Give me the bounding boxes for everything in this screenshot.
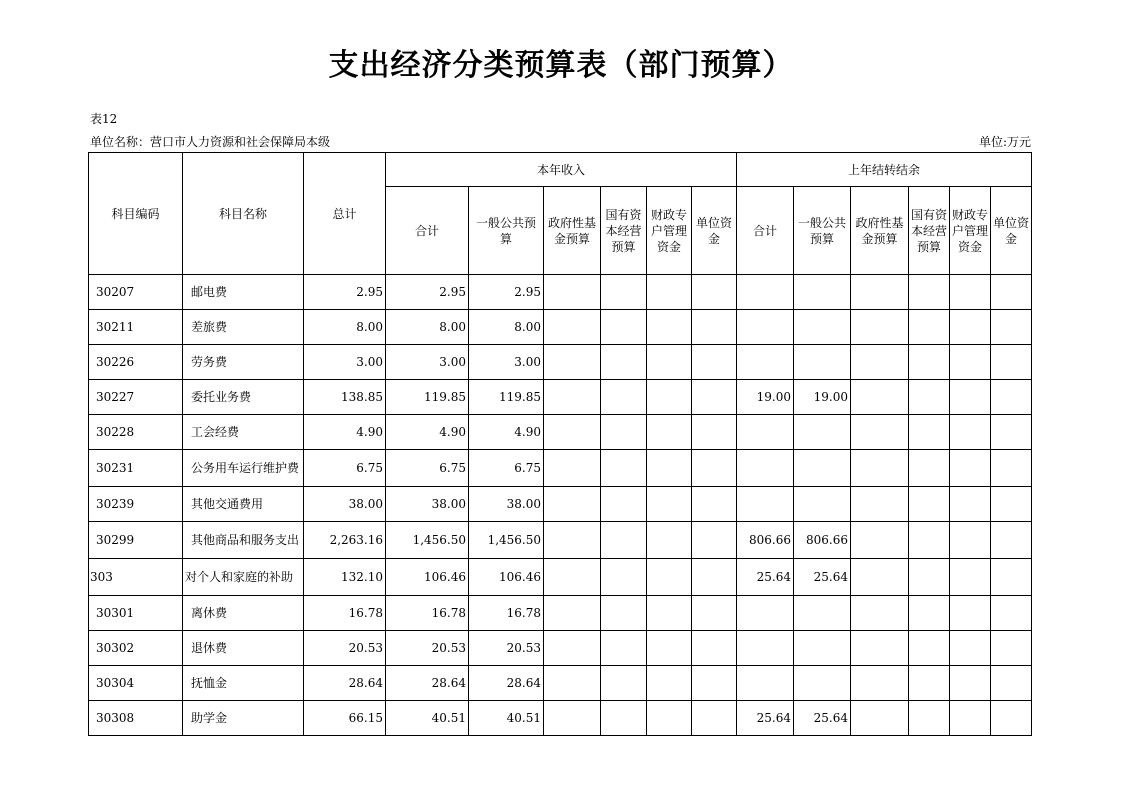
cell-prev-fund xyxy=(851,631,909,666)
cell-prev-unit xyxy=(991,380,1032,415)
cell-total: 138.85 xyxy=(304,380,386,415)
header-cur-general: 一般公共预算 xyxy=(469,187,544,275)
table-row xyxy=(89,631,1032,666)
cell-prev-unit xyxy=(991,275,1032,310)
cell-cur-general: 3.00 xyxy=(469,345,544,380)
cell-cur-capital xyxy=(601,415,647,450)
cell-cur-special xyxy=(647,380,692,415)
cell-total: 2,263.16 xyxy=(304,522,386,559)
cell-prev-general xyxy=(794,275,851,310)
cell-cur-unit xyxy=(692,701,737,736)
cell-prev-total: 25.64 xyxy=(737,559,794,596)
header-code: 科目编码 xyxy=(89,153,183,275)
header-cur-total: 合计 xyxy=(386,187,469,275)
cell-prev-fund xyxy=(851,666,909,701)
cell-code: 30304 xyxy=(89,666,183,701)
cell-name: 其他商品和服务支出 xyxy=(183,522,304,559)
table-row xyxy=(89,666,1032,701)
cell-cur-unit xyxy=(692,596,737,631)
cell-name: 抚恤金 xyxy=(183,666,304,701)
header-current-year: 本年收入 xyxy=(386,153,737,187)
cell-prev-capital xyxy=(909,631,950,666)
cell-prev-fund xyxy=(851,559,909,596)
cell-cur-capital xyxy=(601,310,647,345)
cell-cur-total: 8.00 xyxy=(386,310,469,345)
cell-prev-capital xyxy=(909,559,950,596)
cell-code: 30231 xyxy=(89,450,183,487)
cell-code: 30227 xyxy=(89,380,183,415)
cell-prev-capital xyxy=(909,666,950,701)
cell-cur-general: 8.00 xyxy=(469,310,544,345)
header-cur-unit: 单位资金 xyxy=(692,187,737,275)
cell-prev-general xyxy=(794,596,851,631)
cell-cur-total: 38.00 xyxy=(386,487,469,522)
cell-prev-total xyxy=(737,275,794,310)
cell-prev-general: 25.64 xyxy=(794,701,851,736)
cell-prev-special xyxy=(950,596,991,631)
table-row xyxy=(89,522,1032,559)
cell-total: 4.90 xyxy=(304,415,386,450)
cell-name: 工会经费 xyxy=(183,415,304,450)
cell-cur-general: 16.78 xyxy=(469,596,544,631)
cell-code: 30239 xyxy=(89,487,183,522)
cell-prev-capital xyxy=(909,701,950,736)
cell-prev-special xyxy=(950,415,991,450)
cell-prev-special xyxy=(950,666,991,701)
cell-prev-fund xyxy=(851,450,909,487)
cell-cur-unit xyxy=(692,380,737,415)
header-prev-total: 合计 xyxy=(737,187,794,275)
cell-total: 16.78 xyxy=(304,596,386,631)
cell-prev-unit xyxy=(991,310,1032,345)
header-cur-capital: 国有资本经营预算 xyxy=(601,187,647,275)
cell-prev-total: 19.00 xyxy=(737,380,794,415)
cell-name: 公务用车运行维护费 xyxy=(183,450,304,487)
cell-prev-special xyxy=(950,310,991,345)
table-row xyxy=(89,380,1032,415)
cell-prev-capital xyxy=(909,380,950,415)
table-row xyxy=(89,345,1032,380)
cell-prev-total: 806.66 xyxy=(737,522,794,559)
cell-cur-unit xyxy=(692,275,737,310)
table-row xyxy=(89,701,1032,736)
cell-prev-total xyxy=(737,345,794,380)
cell-prev-special xyxy=(950,345,991,380)
cell-code: 30299 xyxy=(89,522,183,559)
cell-prev-special xyxy=(950,559,991,596)
unit-name: 单位名称：营口市人力资源和社会保障局本级 xyxy=(90,135,331,149)
cell-prev-unit xyxy=(991,487,1032,522)
cell-cur-special xyxy=(647,559,692,596)
cell-total: 66.15 xyxy=(304,701,386,736)
cell-cur-fund xyxy=(544,631,601,666)
table-row xyxy=(89,415,1032,450)
cell-cur-capital xyxy=(601,701,647,736)
cell-cur-total: 106.46 xyxy=(386,559,469,596)
cell-cur-capital xyxy=(601,487,647,522)
cell-prev-special xyxy=(950,522,991,559)
cell-prev-unit xyxy=(991,415,1032,450)
cell-prev-capital xyxy=(909,415,950,450)
cell-prev-special xyxy=(950,450,991,487)
cell-cur-unit xyxy=(692,666,737,701)
header-prev-unit: 单位资金 xyxy=(991,187,1032,275)
cell-cur-total: 40.51 xyxy=(386,701,469,736)
cell-code: 30211 xyxy=(89,310,183,345)
cell-name: 劳务费 xyxy=(183,345,304,380)
cell-cur-capital xyxy=(601,522,647,559)
cell-cur-fund xyxy=(544,487,601,522)
cell-cur-general: 2.95 xyxy=(469,275,544,310)
cell-total: 38.00 xyxy=(304,487,386,522)
cell-prev-unit xyxy=(991,666,1032,701)
table-row xyxy=(89,275,1032,310)
cell-cur-total: 28.64 xyxy=(386,666,469,701)
table-number: 表12 xyxy=(90,112,118,126)
cell-cur-total: 4.90 xyxy=(386,415,469,450)
cell-cur-total: 119.85 xyxy=(386,380,469,415)
cell-name: 对个人和家庭的补助 xyxy=(183,559,304,596)
cell-prev-fund xyxy=(851,380,909,415)
cell-cur-total: 16.78 xyxy=(386,596,469,631)
cell-cur-special xyxy=(647,666,692,701)
cell-name: 退休费 xyxy=(183,631,304,666)
cell-prev-general xyxy=(794,631,851,666)
cell-name: 差旅费 xyxy=(183,310,304,345)
cell-prev-general xyxy=(794,345,851,380)
cell-cur-special xyxy=(647,631,692,666)
cell-cur-unit xyxy=(692,559,737,596)
cell-cur-fund xyxy=(544,522,601,559)
cell-cur-unit xyxy=(692,450,737,487)
cell-code: 30226 xyxy=(89,345,183,380)
cell-name: 其他交通费用 xyxy=(183,487,304,522)
cell-cur-capital xyxy=(601,275,647,310)
cell-prev-capital xyxy=(909,345,950,380)
header-total: 总计 xyxy=(304,153,386,275)
cell-cur-general: 20.53 xyxy=(469,631,544,666)
cell-code: 30207 xyxy=(89,275,183,310)
cell-cur-special xyxy=(647,522,692,559)
cell-cur-special xyxy=(647,345,692,380)
cell-cur-fund xyxy=(544,415,601,450)
cell-prev-fund xyxy=(851,345,909,380)
cell-prev-general xyxy=(794,310,851,345)
cell-prev-capital xyxy=(909,522,950,559)
cell-prev-special xyxy=(950,275,991,310)
cell-prev-unit xyxy=(991,596,1032,631)
cell-prev-fund xyxy=(851,701,909,736)
cell-cur-unit xyxy=(692,522,737,559)
cell-prev-fund xyxy=(851,596,909,631)
cell-cur-general: 4.90 xyxy=(469,415,544,450)
cell-prev-total xyxy=(737,631,794,666)
cell-cur-special xyxy=(647,415,692,450)
cell-cur-general: 38.00 xyxy=(469,487,544,522)
cell-prev-special xyxy=(950,487,991,522)
cell-prev-total xyxy=(737,666,794,701)
cell-total: 6.75 xyxy=(304,450,386,487)
cell-cur-special xyxy=(647,275,692,310)
cell-prev-total: 25.64 xyxy=(737,701,794,736)
cell-total: 20.53 xyxy=(304,631,386,666)
cell-name: 助学金 xyxy=(183,701,304,736)
cell-cur-fund xyxy=(544,345,601,380)
header-prev-special: 财政专户管理资金 xyxy=(950,187,991,275)
cell-cur-general: 6.75 xyxy=(469,450,544,487)
cell-total: 132.10 xyxy=(304,559,386,596)
table-row xyxy=(89,596,1032,631)
header-cur-special: 财政专户管理资金 xyxy=(647,187,692,275)
cell-cur-fund xyxy=(544,666,601,701)
cell-total: 3.00 xyxy=(304,345,386,380)
cell-cur-capital xyxy=(601,631,647,666)
cell-cur-fund xyxy=(544,275,601,310)
cell-prev-general: 19.00 xyxy=(794,380,851,415)
table-row xyxy=(89,559,1032,596)
cell-cur-fund xyxy=(544,380,601,415)
cell-prev-special xyxy=(950,701,991,736)
table-row xyxy=(89,450,1032,487)
cell-code: 30302 xyxy=(89,631,183,666)
cell-prev-total xyxy=(737,310,794,345)
cell-prev-unit xyxy=(991,559,1032,596)
cell-cur-capital xyxy=(601,666,647,701)
budget-table xyxy=(88,152,1032,736)
cell-code: 30301 xyxy=(89,596,183,631)
table-row xyxy=(89,487,1032,522)
header-cur-fund: 政府性基金预算 xyxy=(544,187,601,275)
cell-cur-fund xyxy=(544,559,601,596)
cell-cur-total: 2.95 xyxy=(386,275,469,310)
cell-cur-fund xyxy=(544,450,601,487)
cell-total: 28.64 xyxy=(304,666,386,701)
cell-total: 8.00 xyxy=(304,310,386,345)
cell-cur-total: 20.53 xyxy=(386,631,469,666)
cell-prev-general: 806.66 xyxy=(794,522,851,559)
cell-cur-capital xyxy=(601,596,647,631)
cell-prev-capital xyxy=(909,275,950,310)
cell-prev-general: 25.64 xyxy=(794,559,851,596)
cell-code: 303 xyxy=(89,559,183,596)
page-title: 支出经济分类预算表（部门预算） xyxy=(328,48,794,83)
cell-cur-general: 119.85 xyxy=(469,380,544,415)
cell-prev-fund xyxy=(851,310,909,345)
cell-code: 30228 xyxy=(89,415,183,450)
cell-prev-fund xyxy=(851,415,909,450)
cell-prev-special xyxy=(950,631,991,666)
cell-cur-total: 3.00 xyxy=(386,345,469,380)
cell-cur-special xyxy=(647,596,692,631)
cell-prev-unit xyxy=(991,631,1032,666)
header-prev-capital: 国有资本经营预算 xyxy=(909,187,950,275)
cell-cur-total: 1,456.50 xyxy=(386,522,469,559)
header-prev-year: 上年结转结余 xyxy=(737,153,1032,187)
cell-cur-general: 28.64 xyxy=(469,666,544,701)
currency-unit: 单位:万元 xyxy=(978,135,1031,149)
cell-prev-general xyxy=(794,666,851,701)
cell-cur-special xyxy=(647,487,692,522)
cell-name: 委托业务费 xyxy=(183,380,304,415)
cell-prev-total xyxy=(737,450,794,487)
header-name: 科目名称 xyxy=(183,153,304,275)
cell-cur-unit xyxy=(692,310,737,345)
cell-prev-total xyxy=(737,415,794,450)
cell-prev-unit xyxy=(991,701,1032,736)
cell-cur-unit xyxy=(692,631,737,666)
cell-cur-general: 1,456.50 xyxy=(469,522,544,559)
cell-prev-fund xyxy=(851,487,909,522)
cell-cur-total: 6.75 xyxy=(386,450,469,487)
cell-cur-unit xyxy=(692,487,737,522)
cell-cur-capital xyxy=(601,380,647,415)
cell-prev-special xyxy=(950,380,991,415)
cell-cur-special xyxy=(647,701,692,736)
cell-cur-capital xyxy=(601,345,647,380)
header-prev-general: 一般公共预算 xyxy=(794,187,851,275)
cell-prev-unit xyxy=(991,345,1032,380)
cell-cur-unit xyxy=(692,345,737,380)
cell-prev-general xyxy=(794,450,851,487)
cell-cur-fund xyxy=(544,596,601,631)
cell-name: 离休费 xyxy=(183,596,304,631)
cell-cur-special xyxy=(647,310,692,345)
cell-cur-capital xyxy=(601,559,647,596)
header-prev-fund: 政府性基金预算 xyxy=(851,187,909,275)
cell-total: 2.95 xyxy=(304,275,386,310)
cell-prev-capital xyxy=(909,450,950,487)
cell-cur-unit xyxy=(692,415,737,450)
cell-code: 30308 xyxy=(89,701,183,736)
cell-cur-general: 40.51 xyxy=(469,701,544,736)
cell-cur-special xyxy=(647,450,692,487)
cell-prev-capital xyxy=(909,487,950,522)
table-row xyxy=(89,310,1032,345)
cell-cur-general: 106.46 xyxy=(469,559,544,596)
cell-prev-total xyxy=(737,596,794,631)
cell-cur-fund xyxy=(544,701,601,736)
cell-prev-fund xyxy=(851,522,909,559)
cell-prev-unit xyxy=(991,450,1032,487)
cell-prev-general xyxy=(794,415,851,450)
cell-cur-capital xyxy=(601,450,647,487)
cell-prev-fund xyxy=(851,275,909,310)
cell-cur-fund xyxy=(544,310,601,345)
cell-prev-capital xyxy=(909,596,950,631)
cell-name: 邮电费 xyxy=(183,275,304,310)
cell-prev-total xyxy=(737,487,794,522)
cell-prev-unit xyxy=(991,522,1032,559)
cell-prev-general xyxy=(794,487,851,522)
cell-prev-capital xyxy=(909,310,950,345)
